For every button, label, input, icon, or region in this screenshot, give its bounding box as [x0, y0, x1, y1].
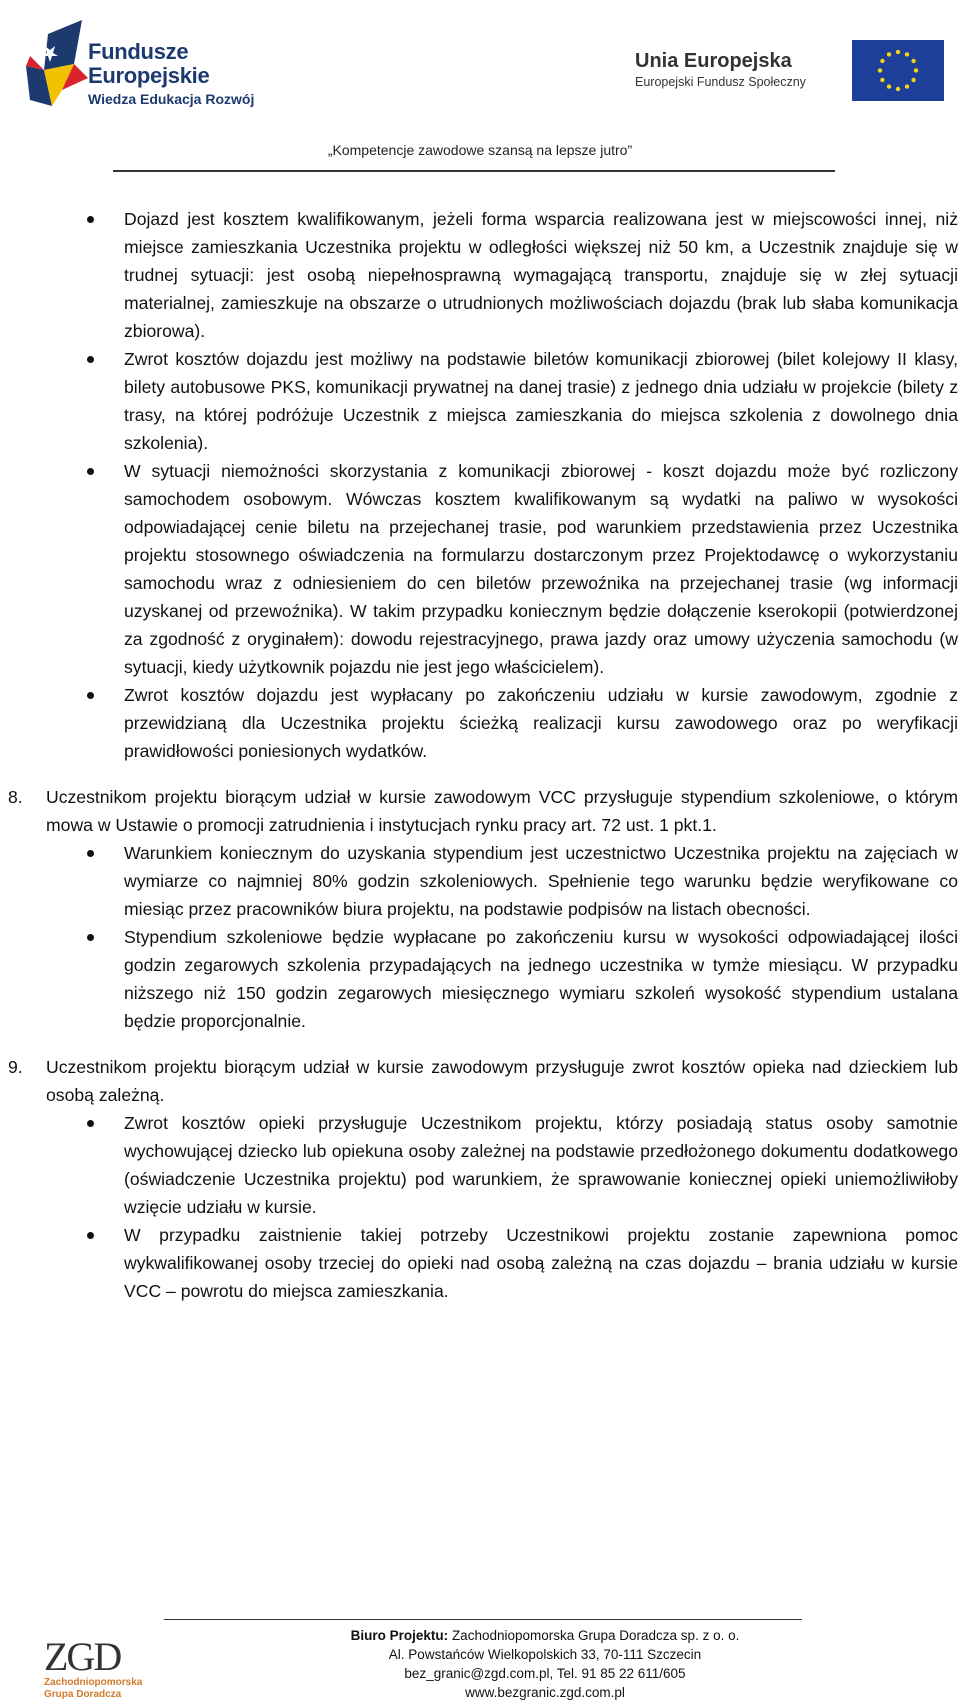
- page-header: [0, 0, 960, 175]
- fe-logo-sub: Wiedza Edukacja Rozwój: [88, 91, 255, 107]
- spacer: [0, 765, 960, 783]
- section-9-text: Uczestnikom projektu biorącym udział w kursie zawodowym przysługuje zwrot kosztów opieka nad dzieckiem lub osobą zależną.: [46, 1057, 958, 1105]
- zgd-logo-line1: Zachodniopomorska: [44, 1677, 143, 1688]
- fundusze-europejskie-wordmark: [88, 40, 254, 108]
- fundusze-europejskie-emblem-icon: [22, 20, 92, 110]
- footer-contact: [0, 1626, 960, 1702]
- footer-office-label: Biuro Projektu:: [350, 1628, 449, 1643]
- list-item: Dojazd jest kosztem kwalifikowanym, jeżeli forma wsparcia realizowana jest w miejscowości innej, niż miejsce zamieszkania Uczestnika projektu w odległości większej niż 50 km, a Uczestnik znajduje się w trudnej sytuacji: jest osobą niepełnosprawną wymagającą transportu, znajduje się w złej sytuacji materialnej, zamieszkuje na obszarze o utrudnionych możliwościach dojazdu (brak lub słaba komunikacja zbiorowa).: [0, 205, 958, 345]
- fundusze-europejskie-logo: [10, 10, 260, 120]
- fe-logo-line1: Fundusze: [88, 39, 189, 64]
- section-8-paragraph: [0, 783, 958, 839]
- list-item: W przypadku zaistnienie takiej potrzeby Uczestnikowi projektu zostanie zapewniona pomoc wykwalifikowanej osoby trzeciej do opieki nad osobą zależną na czas dojazdu – brania udziału w kursie VCC – powrotu do miejsca zamieszkania.: [0, 1221, 958, 1305]
- footer-divider: [164, 1619, 802, 1620]
- ue-sub: Europejski Fundusz Społeczny: [635, 75, 806, 89]
- list-item: Zwrot kosztów dojazdu jest możliwy na podstawie biletów komunikacji zbiorowej (bilet kolejowy II klasy, bilety autobusowe PKS, komunikacji prywatnej na danej trasie) z jednego dnia udziału w projekcie (bilety z trasy, na której podróżuje Uczestnik z miejsca zamieszkania do miejsca szkolenia z dowolnego dnia szkolenia).: [0, 345, 958, 457]
- section-8-number: 8.: [8, 787, 23, 807]
- footer-address: Al. Powstańców Wielkopolskich 33, 70-111 Szczecin: [388, 1647, 702, 1662]
- footer-office-line: [130, 1626, 960, 1645]
- unia-europejska-wordmark: [635, 50, 806, 90]
- footer-contact-line: bez_granic@zgd.com.pl, Tel. 91 85 22 611/605: [404, 1666, 686, 1681]
- section-8-text: Uczestnikom projektu biorącym udział w kursie zawodowym VCC przysługuje stypendium szkoleniowe, o którym mowa w Ustawie o promocji zatrudnienia i instytucjach rynku pracy art. 72 ust. 1 pkt.1.: [46, 787, 958, 835]
- footer-office-name: Zachodniopomorska Grupa Doradcza sp. z o. o.: [451, 1628, 740, 1643]
- zgd-logo-mark: ZGD: [44, 1634, 121, 1679]
- list-item: Zwrot kosztów dojazdu jest wypłacany po zakończeniu udziału w kursie zawodowym, zgodnie z przewidzianą dla Uczestnika projektu ścieżką realizacji kursu zawodowego oraz po weryfikacji prawidłowości poniesionych wydatków.: [0, 681, 958, 765]
- project-tagline: „Kompetencje zawodowe szansą na lepsze jutro”: [327, 142, 633, 158]
- zgd-logo-line2: Grupa Doradcza: [44, 1689, 122, 1700]
- fe-logo-line2: Europejskie: [88, 63, 210, 88]
- ue-title: Unia Europejska: [635, 50, 792, 72]
- spacer: [0, 1035, 960, 1053]
- list-item: Zwrot kosztów opieki przysługuje Uczestnikom projektu, którzy posiadają status osoby samotnie wychowującej dziecko lub opiekuna osoby zależnej na podstawie przedłożonego dokumentu dodatkowego (oświadczenie Uczestnika projektu) pod warunkiem, że sprawowanie koniecznej opieki uniemożliwiłoby wzięcie udziału w kursie.: [0, 1109, 958, 1221]
- list-item: W sytuacji niemożności skorzystania z komunikacji zbiorowej - koszt dojazdu może być rozliczony samochodem osobowym. Wówczas kosztem kwalifikowanym są wydatki na paliwo w wysokości odpowiadającej cenie biletu na przejechanej trasie, pod warunkiem przedstawienia przez Uczestnika projektu stosownego oświadczenia na formularzu dostarczonym przez Projektodawcę o wykorzystaniu samochodu wraz z odniesieniem do cen biletów przewoźnika na przejechanej trasie (wg informacji uzyskanej od przewoźnika). W takim przypadku koniecznym będzie dołączenie kserokopii (potwierdzonej za zgodność z oryginałem): dowodu rejestracyjnego, prawa jazdy oraz umowy użyczenia samochodu (w sytuacji, kiedy użytkownik pojazdu nie jest jego właścicielem).: [0, 457, 958, 681]
- section-9-paragraph: [0, 1053, 958, 1109]
- eu-flag-icon: [852, 40, 944, 101]
- section-9-number: 9.: [8, 1057, 23, 1077]
- list-item: Stypendium szkoleniowe będzie wypłacane po zakończeniu kursu w wysokości odpowiadającej ilości godzin zegarowych szkolenia przypadających na jednego uczestnika w tymże miesiącu. W przypadku niższego niż 150 godzin zegarowych miesięcznego wymiaru szkoleń wysokość stypendium ustalana będzie proporcjonalnie.: [0, 923, 958, 1035]
- document-body: [0, 205, 960, 1305]
- header-divider: [113, 170, 835, 172]
- list-item: Warunkiem koniecznym do uzyskania stypendium jest uczestnictwo Uczestnika projektu na zajęciach w wymiarze co najmniej 80% godzin szkoleniowych. Spełnienie tego warunku będzie weryfikowane co miesiąc przez pracowników biura projektu, na podstawie podpisów na listach obecności.: [0, 839, 958, 923]
- footer-website-link[interactable]: www.bezgranic.zgd.com.pl: [465, 1685, 625, 1700]
